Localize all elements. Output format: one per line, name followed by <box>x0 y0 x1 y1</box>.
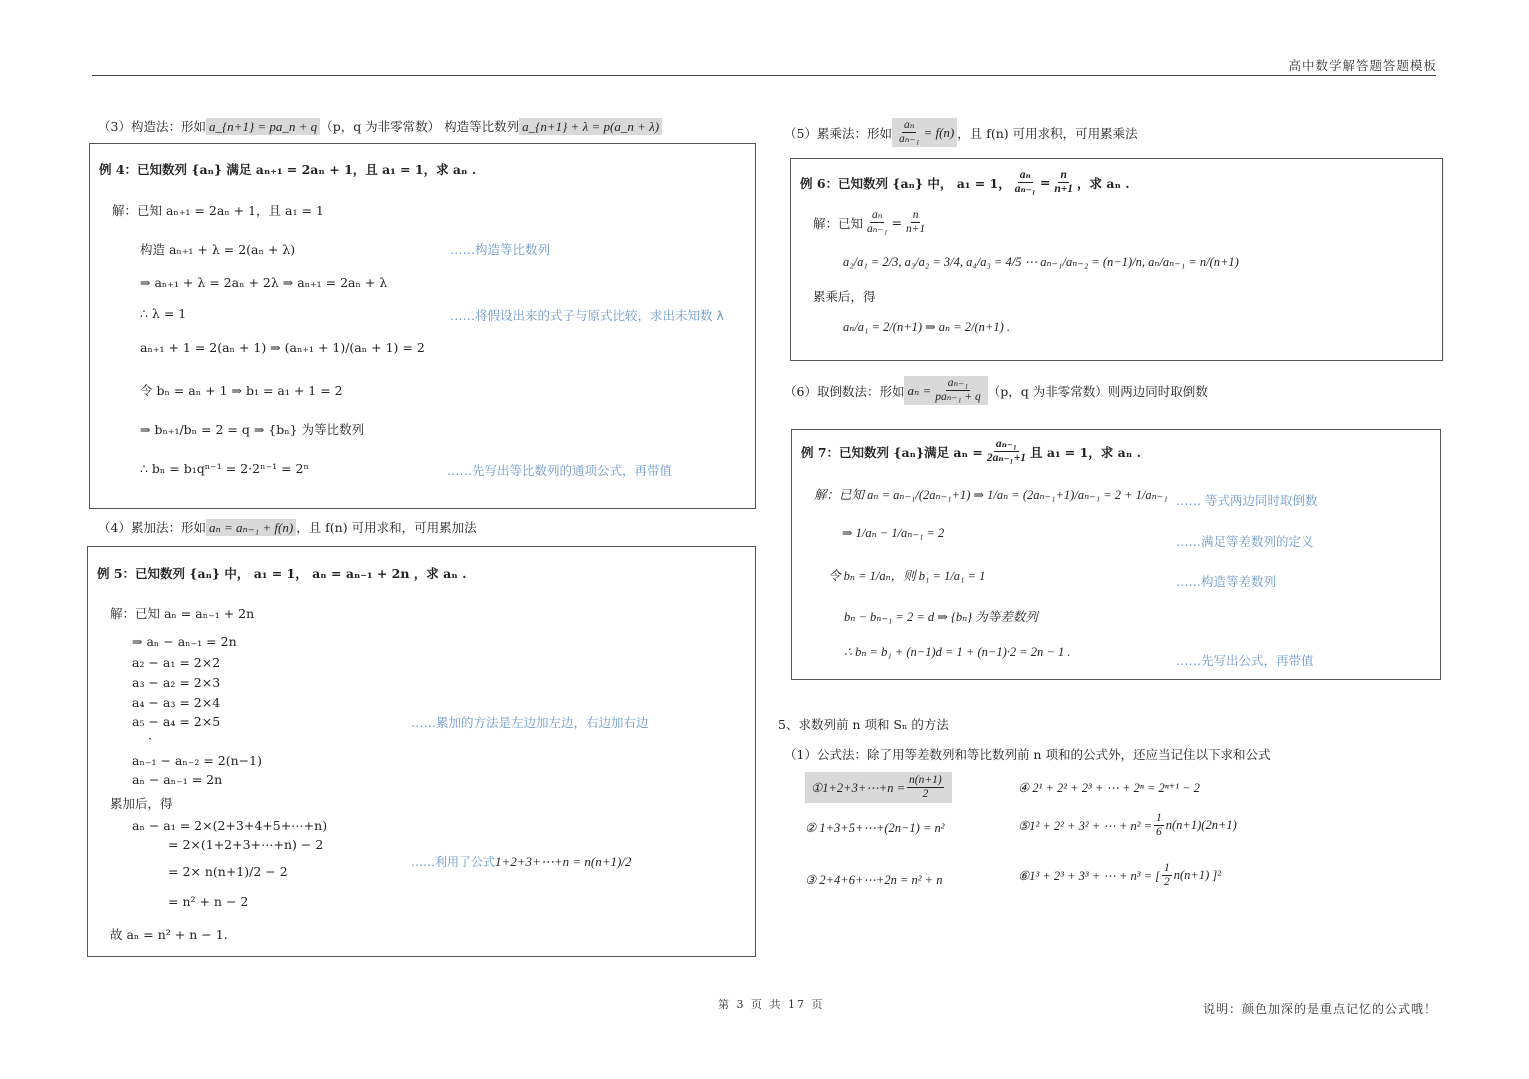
example5-line: a₂ − a₁ = 2×2 <box>132 655 221 670</box>
example4-box <box>89 143 756 509</box>
method3-form2: a_{n+1} + λ = p(a_n + λ) <box>519 118 662 135</box>
example6-line: a₂/a₁ = 2/3, a₃/a₂ = 3/4, a₄/a₃ = 4/5 ⋯ aₙ₋₁/aₙ₋₂ = (n−1)/n, aₙ/aₙ₋₁ = n/(n+1) <box>843 255 1239 269</box>
fraction: $\frac{\text{aₙ}}{\text{aₙ₋₁}}$ <box>867 209 888 236</box>
example4-note: ……构造等比数列 <box>450 242 551 257</box>
example5-line: · <box>148 731 152 746</box>
example5-line: aₙ₋₁ − aₙ₋₂ = 2(n−1) <box>132 753 262 768</box>
formula-index: ① <box>811 780 823 795</box>
example5-title: 例 5：已知数列 {aₙ} 中， a₁ = 1， aₙ = aₙ₋₁ + 2n ，求 aₙ . <box>97 566 467 581</box>
method6-heading <box>784 376 1208 405</box>
formula-index: ③ <box>805 873 817 887</box>
example7-note: …… 等式两边同时取倒数 <box>1176 493 1318 508</box>
denominator: 6 <box>1156 826 1162 839</box>
example6-line: 解：已知 $\frac{\text{aₙ}}{\text{aₙ₋₁}}$ = $\frac{n}{n+1}$ <box>813 209 926 236</box>
fraction <box>933 377 983 404</box>
method6-label: （6）取倒数法：形如 <box>784 383 905 399</box>
example6-line: 累乘后，得 <box>813 289 876 304</box>
method3-label: （3）构造法：形如 <box>98 119 206 134</box>
fraction <box>1154 812 1164 839</box>
fraction: $\frac{n}{n+1}$ <box>1054 169 1074 196</box>
header-divider <box>92 75 1436 76</box>
fraction: $\frac{\text{aₙ₋₁}}{\text{2aₙ₋₁+1}}$ <box>986 438 1026 465</box>
method6-form <box>904 376 987 405</box>
lhs: aₙ = <box>907 382 932 398</box>
formula-6 <box>1018 862 1221 889</box>
example5-line: a₃ − a₂ = 2×3 <box>132 675 221 690</box>
method5-label: （5）累乘法：形如 <box>784 125 892 141</box>
example7-line: ∴ bₙ = b₁ + (n−1)d = 1 + (n−1)·2 = 2n − 1 . <box>844 645 1071 659</box>
example4-line: ∴ λ = 1 <box>140 306 187 321</box>
numerator: 1 <box>1154 812 1164 826</box>
method5-tail: ，且 f(n) 可用求积，可用累乘法 <box>957 125 1138 141</box>
numerator: aₙ <box>902 119 916 133</box>
method3-form: a_{n+1} = pa_n + q <box>206 118 320 135</box>
example5-line: 解：已知 aₙ = aₙ₋₁ + 2n <box>110 606 255 621</box>
example5-line: = n² + n − 2 <box>168 894 249 909</box>
example4-note: ……先写出等比数列的通项公式，再带值 <box>447 463 673 478</box>
title-part: 例 7：已知数列 {aₙ}满足 aₙ = <box>801 444 983 460</box>
example4-line: 解：已知 aₙ₊₁ = 2aₙ + 1，且 a₁ = 1 <box>112 203 324 218</box>
formula-index: ⑤ <box>1018 818 1030 833</box>
example7-line: ⇒ 1/aₙ − 1/aₙ₋₁ = 2 <box>842 526 945 540</box>
example7-line: bₙ − bₙ₋₁ = 2 = d ⇒ {bₙ} 为等差数列 <box>844 610 1038 624</box>
section5-title: 5、求数列前 n 项和 Sₙ 的方法 <box>778 717 949 732</box>
method3-mid: （p，q 为非零常数） 构造等比数列 <box>320 119 520 134</box>
example4-line: ⇒ bₙ₊₁/bₙ = 2 = q ⇒ {bₙ} 为等比数列 <box>140 422 365 437</box>
example5-line: = 2× n(n+1)/2 − 2 <box>168 864 288 879</box>
sum-formula: 1+2+3+⋯+n = n(n+1)/2 <box>495 854 632 869</box>
formula-index: ② <box>805 821 817 835</box>
example5-note: ……利用了公式 <box>411 855 496 869</box>
formula-1 <box>805 772 952 803</box>
footer-note: 说明：颜色加深的是重点记忆的公式哦！ <box>1202 1002 1437 1016</box>
fraction <box>907 774 944 801</box>
example6-line: aₙ/a₁ = 2/(n+1) ⇒ aₙ = 2/(n+1) . <box>843 320 1011 334</box>
denominator: aₙ₋₁ <box>898 133 920 146</box>
numerator: 1 <box>1162 862 1172 876</box>
formula-tail: n(n+1) ]² <box>1173 868 1221 883</box>
formula-2 <box>805 820 945 836</box>
fraction: $\frac{n}{n+1}$ <box>905 209 926 236</box>
example5-line: aₙ − a₁ = 2×(2+3+4+5+⋯+n) <box>132 818 328 833</box>
example4-line: ∴ bₙ = b₁qⁿ⁻¹ = 2·2ⁿ⁻¹ = 2ⁿ <box>140 461 309 476</box>
line-text: 解：已知 <box>813 215 864 231</box>
title-part: ，求 aₙ . <box>1077 175 1130 191</box>
formula-index: ④ <box>1018 781 1030 795</box>
example7-title <box>801 438 1141 465</box>
section5-subtitle: （1）公式法：除了用等差数列和等比数列前 n 项和的公式外，还应当记住以下求和公式 <box>784 747 1271 762</box>
example5-line: = 2×(1+2+3+⋯+n) − 2 <box>168 837 324 852</box>
denominator: paₙ₋₁ + q <box>935 391 981 404</box>
formula-expr: 2+4+6+⋯+2n = n² + n <box>819 873 943 887</box>
example5-line: aₙ − aₙ₋₁ = 2n <box>132 772 223 787</box>
example5-note: ……累加的方法是左边加左边，右边加右边 <box>411 715 649 730</box>
denominator: 2 <box>1164 876 1170 889</box>
example5-line: a₅ − a₄ = 2×5 <box>132 714 221 729</box>
method6-tail: （p，q 为非零常数）则两边同时取倒数 <box>987 383 1208 399</box>
title-part: 例 6：已知数列 {aₙ} 中， a₁ = 1， <box>800 175 1011 191</box>
example7-note: ……满足等差数列的定义 <box>1176 534 1314 549</box>
formula-5 <box>1018 812 1237 839</box>
example6-title: 例 6：已知数列 {aₙ} 中， a₁ = 1， $\frac{\text{aₙ}}{\text{aₙ₋₁}}$ = $\frac{n}{n+1}$ ，求 aₙ . <box>800 169 1130 196</box>
title-part: 且 a₁ = 1，求 aₙ . <box>1030 444 1141 460</box>
rhs: = f(n) <box>923 124 955 140</box>
example4-note: ……将假设出来的式子与原式比较，求出未知数 λ <box>450 308 724 323</box>
example5-line: 故 aₙ = n² + n − 1. <box>110 927 228 942</box>
example5-line: 累加后，得 <box>110 796 173 811</box>
example4-title: 例 4：已知数列 {aₙ} 满足 aₙ₊₁ = 2aₙ + 1，且 a₁ = 1，求 aₙ . <box>99 162 477 177</box>
formula-4 <box>1018 780 1200 796</box>
formula-expr: 1³ + 2³ + 3³ + ⋯ + n³ = [ <box>1029 868 1160 883</box>
example5-note-formula <box>411 853 631 870</box>
formula-tail: n(n+1)(2n+1) <box>1165 818 1237 833</box>
example7-box <box>791 429 1441 680</box>
method4-label: （4）累加法：形如 <box>98 520 206 535</box>
example5-line: a₄ − a₃ = 2×4 <box>132 695 221 710</box>
fraction <box>1162 862 1172 889</box>
formula-expr: 1+3+5+⋯+(2n−1) = n² <box>819 821 945 835</box>
method4-tail: ，且 f(n) 可用求和，可用累加法 <box>296 520 477 535</box>
method5-heading <box>784 118 1138 147</box>
formula-expr: 1+2+3+⋯+n = <box>822 780 906 795</box>
page-number: 第 3 页 共 17 页 <box>718 998 825 1011</box>
fraction <box>897 119 921 146</box>
example4-line: 令 bₙ = aₙ + 1 ⇒ b₁ = a₁ + 1 = 2 <box>140 383 343 398</box>
document-header-title: 高中数学解答题答题模板 <box>1288 58 1437 73</box>
example4-line: aₙ₊₁ + 1 = 2(aₙ + 1) ⇒ (aₙ₊₁ + 1)/(aₙ + 1) = 2 <box>140 340 425 355</box>
numerator: aₙ₋₁ <box>946 377 970 391</box>
fraction: $\frac{\text{aₙ}}{\text{aₙ₋₁}}$ <box>1014 169 1036 196</box>
example7-line: 令 bₙ = 1/aₙ，则 b₁ = 1/a₁ = 1 <box>828 569 986 583</box>
method4-form: aₙ = aₙ₋₁ + f(n) <box>206 519 296 536</box>
example4-line: 构造 aₙ₊₁ + λ = 2(aₙ + λ) <box>140 242 296 257</box>
denominator: 2 <box>922 788 929 801</box>
example7-line: 解：已知 aₙ = aₙ₋₁/(2aₙ₋₁+1) ⇒ 1/aₙ = (2aₙ₋₁+1)/aₙ₋₁ = 2 + 1/aₙ₋₁ <box>814 488 1168 502</box>
method4-heading <box>98 518 477 536</box>
method5-form <box>892 118 957 147</box>
example6-box <box>790 158 1443 361</box>
example7-note: ……先写出公式，再带值 <box>1176 653 1314 668</box>
formula-index: ⑥ <box>1018 868 1030 883</box>
method3-heading <box>98 117 662 135</box>
example5-line: ⇒ aₙ − aₙ₋₁ = 2n <box>132 634 237 649</box>
formula-expr: 1² + 2² + 3² + ⋯ + n² = <box>1029 818 1153 833</box>
example7-note: ……构造等差数列 <box>1176 574 1277 589</box>
formula-expr: 2¹ + 2² + 2³ + ⋯ + 2ⁿ = 2ⁿ⁺¹ − 2 <box>1032 781 1200 795</box>
numerator: n(n+1) <box>907 774 944 788</box>
example5-box <box>87 546 756 957</box>
example4-line: ⇒ aₙ₊₁ + λ = 2aₙ + 2λ ⇒ aₙ₊₁ = 2aₙ + λ <box>140 275 388 290</box>
formula-3 <box>805 872 942 888</box>
